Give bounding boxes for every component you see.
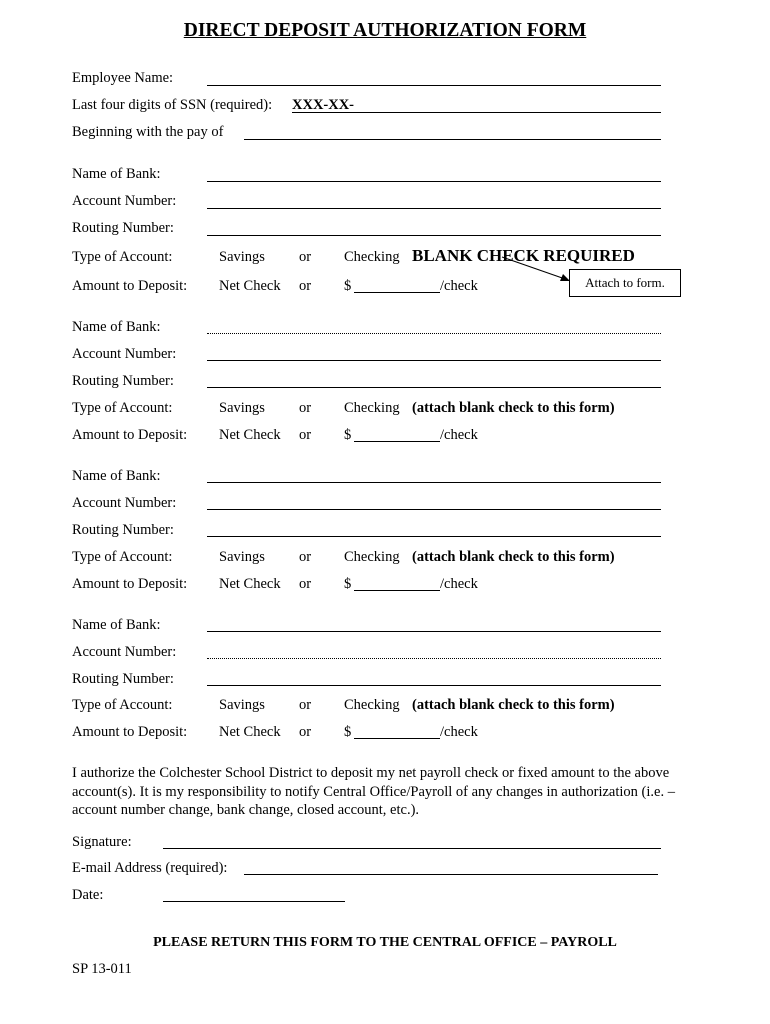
account-number-field-2[interactable] <box>207 360 661 361</box>
beginning-pay-field[interactable] <box>244 139 661 140</box>
amount-field-4[interactable] <box>354 738 440 739</box>
form-number: SP 13-011 <box>72 961 132 977</box>
account-number-label-4: Account Number: <box>72 644 177 660</box>
account-number-label-3: Account Number: <box>72 495 177 511</box>
amount-label-3: Amount to Deposit: <box>72 576 188 592</box>
form-title: DIRECT DEPOSIT AUTHORIZATION FORM <box>183 20 587 41</box>
account-number-label-2: Account Number: <box>72 346 177 362</box>
amount-label-2: Amount to Deposit: <box>72 427 188 443</box>
checking-option-1[interactable]: Checking <box>344 249 400 265</box>
routing-number-label-1: Routing Number: <box>72 220 174 236</box>
or-text: or <box>299 576 312 592</box>
savings-option-4[interactable]: Savings <box>219 697 265 713</box>
checking-option-3[interactable]: Checking <box>344 549 400 565</box>
account-number-field-4[interactable] <box>207 658 661 659</box>
bank-name-field-2[interactable] <box>207 333 661 334</box>
savings-option-3[interactable]: Savings <box>219 549 265 565</box>
or-text: or <box>299 724 312 740</box>
dollar-sign: $ <box>344 278 352 294</box>
blank-check-required: BLANK CHECK REQUIRED <box>412 246 635 265</box>
or-text: or <box>299 249 312 265</box>
amount-label-4: Amount to Deposit: <box>72 724 188 740</box>
employee-name-field[interactable] <box>207 85 661 86</box>
routing-number-label-4: Routing Number: <box>72 671 174 687</box>
savings-option-2[interactable]: Savings <box>219 400 265 416</box>
net-check-option-4[interactable]: Net Check <box>219 724 281 740</box>
dollar-sign: $ <box>344 724 352 740</box>
net-check-option-1[interactable]: Net Check <box>219 278 281 294</box>
per-check-label: /check <box>440 278 478 294</box>
ssn-field[interactable] <box>292 112 661 113</box>
account-number-field-1[interactable] <box>207 208 661 209</box>
bank-name-field-3[interactable] <box>207 482 661 483</box>
bank-name-field-1[interactable] <box>207 181 661 182</box>
checking-option-2[interactable]: Checking <box>344 400 400 416</box>
signature-label: Signature: <box>72 834 132 850</box>
bank-name-label-4: Name of Bank: <box>72 617 161 633</box>
account-number-field-3[interactable] <box>207 509 661 510</box>
attach-to-form-note: Attach to form. <box>569 269 681 297</box>
dollar-sign: $ <box>344 576 352 592</box>
amount-field-2[interactable] <box>354 441 440 442</box>
routing-number-label-3: Routing Number: <box>72 522 174 538</box>
account-type-label-2: Type of Account: <box>72 400 173 416</box>
return-instructions: PLEASE RETURN THIS FORM TO THE CENTRAL OFFICE – PAYROLL <box>153 935 617 950</box>
or-text: or <box>299 549 312 565</box>
date-field[interactable] <box>163 901 345 902</box>
ssn-prefix: XXX-XX- <box>292 97 355 113</box>
account-type-label-1: Type of Account: <box>72 249 173 265</box>
email-field[interactable] <box>244 874 658 875</box>
amount-label-1: Amount to Deposit: <box>72 278 188 294</box>
checking-option-4[interactable]: Checking <box>344 697 400 713</box>
per-check-label: /check <box>440 427 478 443</box>
savings-option-1[interactable]: Savings <box>219 249 265 265</box>
per-check-label: /check <box>440 724 478 740</box>
account-type-label-3: Type of Account: <box>72 549 173 565</box>
attach-note-2: (attach blank check to this form) <box>412 400 615 416</box>
amount-field-3[interactable] <box>354 590 440 591</box>
net-check-option-3[interactable]: Net Check <box>219 576 281 592</box>
attach-note-3: (attach blank check to this form) <box>412 549 615 565</box>
account-type-label-4: Type of Account: <box>72 697 173 713</box>
bank-name-label-2: Name of Bank: <box>72 319 161 335</box>
amount-field-1[interactable] <box>354 292 440 293</box>
routing-number-field-3[interactable] <box>207 536 661 537</box>
routing-number-field-1[interactable] <box>207 235 661 236</box>
signature-field[interactable] <box>163 848 661 849</box>
dollar-sign: $ <box>344 427 352 443</box>
bank-name-field-4[interactable] <box>207 631 661 632</box>
beginning-pay-label: Beginning with the pay of <box>72 124 224 140</box>
or-text: or <box>299 278 312 294</box>
ssn-label: Last four digits of SSN (required): <box>72 97 273 113</box>
date-label: Date: <box>72 887 104 903</box>
or-text: or <box>299 400 312 416</box>
email-label: E-mail Address (required): <box>72 860 228 876</box>
net-check-option-2[interactable]: Net Check <box>219 427 281 443</box>
account-number-label-1: Account Number: <box>72 193 177 209</box>
routing-number-field-2[interactable] <box>207 387 661 388</box>
routing-number-label-2: Routing Number: <box>72 373 174 389</box>
authorization-statement: I authorize the Colchester School District to deposit my net payroll check or fixed amount to the above account(s). It is my responsibility to notify Central Office/Payroll of any changes in authorization (i.e. – account number change, bank change, closed account, etc.). <box>72 765 675 818</box>
routing-number-field-4[interactable] <box>207 685 661 686</box>
arrow-icon <box>500 255 580 290</box>
or-text: or <box>299 697 312 713</box>
per-check-label: /check <box>440 576 478 592</box>
attach-note-4: (attach blank check to this form) <box>412 697 615 713</box>
or-text: or <box>299 427 312 443</box>
bank-name-label-1: Name of Bank: <box>72 166 161 182</box>
bank-name-label-3: Name of Bank: <box>72 468 161 484</box>
employee-name-label: Employee Name: <box>72 70 174 86</box>
